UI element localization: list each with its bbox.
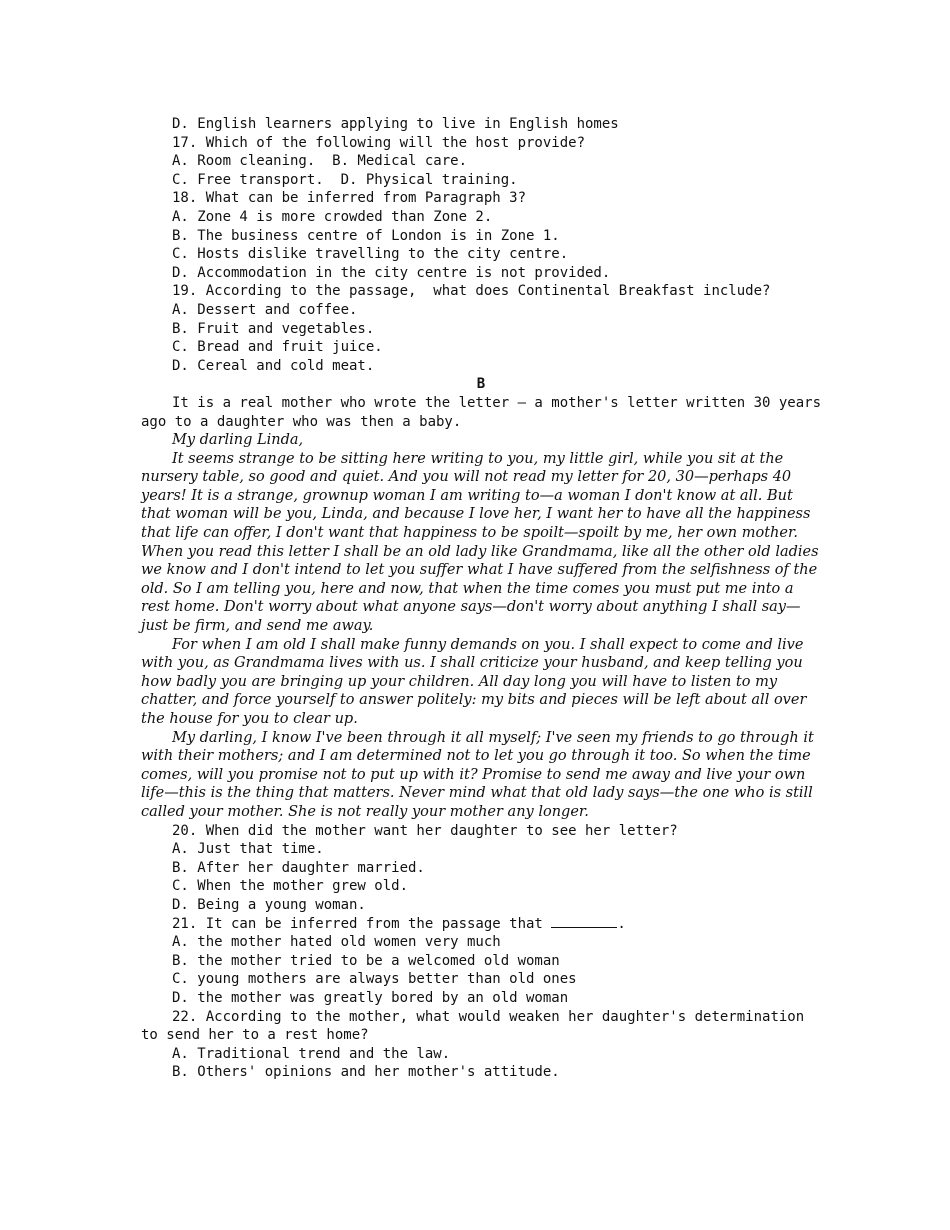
section-heading-b: B <box>476 376 486 393</box>
q21-suffix: . <box>617 915 626 932</box>
q21-option-a: A. the mother hated old women very much <box>172 934 501 951</box>
letter-salutation: My darling Linda, <box>172 432 304 449</box>
question-21 <box>141 915 821 934</box>
q17-options-cd: C. Free transport. D. Physical training. <box>172 171 518 188</box>
q18-option-c: C. Hosts dislike travelling to the city centre. <box>172 246 569 263</box>
answer-blank <box>551 915 617 928</box>
q18-option-d: D. Accommodation in the city centre is not provided. <box>172 264 611 281</box>
q18-option-b: B. The business centre of London is in Zone 1. <box>172 227 560 244</box>
question-20: 20. When did the mother want her daughter to see her letter? <box>172 822 678 839</box>
q18-option-a: A. Zone 4 is more crowded than Zone 2. <box>172 208 493 225</box>
q19-option-c: C. Bread and fruit juice. <box>172 339 383 356</box>
letter-paragraph-3: My darling, I know I've been through it all myself; I've seen my friends to go through it with their mothers; and I am determined not to let you go through it too. So when the time comes, will you promise not to put up with it? Promise to send me away and live your own life—this is the thing that matters. Never mind what that old lady says—the one who is still called your mother. She is not really your mother any longer. <box>141 729 814 820</box>
q21-option-d: D. the mother was greatly bored by an old woman <box>172 989 569 1006</box>
question-19: 19. According to the passage, what does Continental Breakfast include? <box>172 283 771 300</box>
q20-option-c: C. When the mother grew old. <box>172 878 409 895</box>
letter-paragraph-2: For when I am old I shall make funny demands on you. I shall expect to come and live with you, as Grandmama lives with us. I shall criticize your husband, and keep telling you how badly you are bringing up your children. All day long you will have to listen to my chatter, and force yourself to answer politely: my bits and pieces will be left about all over the house for you to clear up. <box>141 636 807 727</box>
q21-option-b: B. the mother tried to be a welcomed old woman <box>172 952 560 969</box>
question-17: 17. Which of the following will the host provide? <box>172 134 586 151</box>
letter-paragraph-1: It seems strange to be sitting here writing to you, my little girl, while you sit at the nursery table, so good and quiet. And you will not read my letter for 20, 30—perhaps 40 years! It is a strange, grownup woman I am writing to—a woman I don't know at all. But that woman will be you, Linda, and because I love her, I want her to have all the happiness that life can offer, I don't want that happiness to be spoilt—spoilt by me, her own mother. When you read this letter I shall be an old lady like Grandmama, like all the other old ladies we know and I don't intend to let you suffer what I have suffered from the selfishness of the old. So I am telling you, here and now, that when the time comes you must put me into a rest home. Don't worry about what anyone says—don't worry about anything I shall say—just be firm, and send me away. <box>141 450 819 635</box>
question-18: 18. What can be inferred from Paragraph 3? <box>172 190 527 207</box>
q20-option-b: B. After her daughter married. <box>172 859 425 876</box>
q20-option-a: A. Just that time. <box>172 841 324 858</box>
q20-option-d: D. Being a young woman. <box>172 896 366 913</box>
q19-option-a: A. Dessert and coffee. <box>172 301 358 318</box>
document-body <box>141 115 821 1082</box>
q19-option-b: B. Fruit and vegetables. <box>172 320 375 337</box>
q19-option-d: D. Cereal and cold meat. <box>172 357 375 374</box>
q21-prefix: 21. It can be inferred from the passage that <box>172 915 543 932</box>
question-22: 22. According to the mother, what would weaken her daughter's determination to send her to a rest home? <box>141 1008 805 1044</box>
passage-intro: It is a real mother who wrote the letter — a mother's letter written 30 years ago to a daughter who was then a baby. <box>141 394 822 430</box>
q21-option-c: C. young mothers are always better than old ones <box>172 971 577 988</box>
q22-option-a: A. Traditional trend and the law. <box>172 1045 451 1062</box>
q17-options-ab: A. Room cleaning. B. Medical care. <box>172 153 468 170</box>
q22-option-b: B. Others' opinions and her mother's attitude. <box>172 1064 560 1081</box>
option-d-prev: D. English learners applying to live in English homes <box>172 116 619 132</box>
